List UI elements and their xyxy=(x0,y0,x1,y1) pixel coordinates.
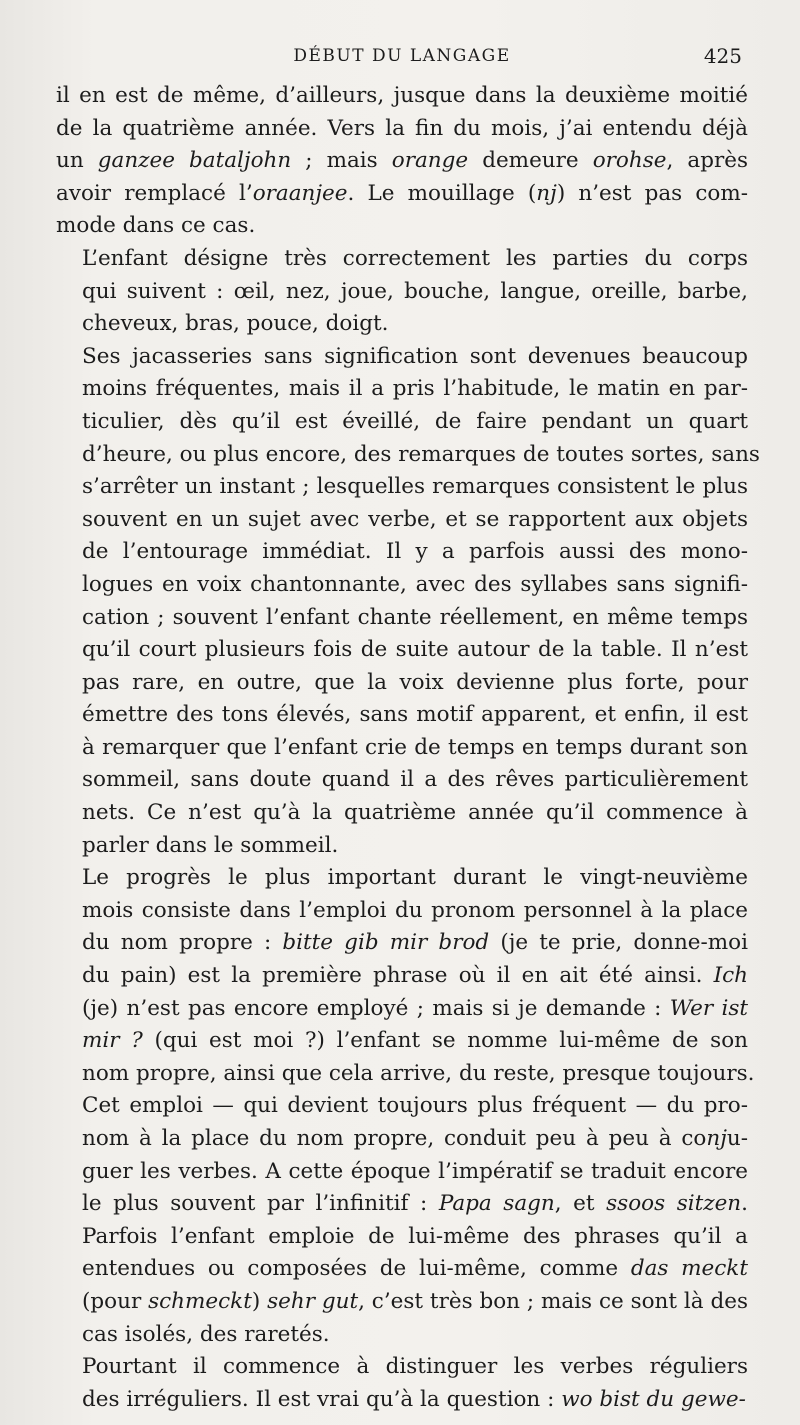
text-line: du nom propre : bitte gib mir brod (je te prie, donne-moi xyxy=(82,930,748,956)
text-line: ticulier, dès qu’il est éveillé, de faire pendant un quart xyxy=(82,408,748,434)
text-line: pas rare, en outre, que la voix devienne plus forte, pour xyxy=(82,669,748,695)
text-line: (pour schmeckt) sehr gut, c’est très bon ; mais ce sont là des xyxy=(82,1288,748,1314)
text-line: de la quatrième année. Vers la fin du mois, j’ai entendu déjà xyxy=(56,115,748,141)
running-head xyxy=(56,40,748,80)
text-line: entendues ou composées de lui-même, comme das meckt xyxy=(82,1256,748,1282)
text-line: nom propre, ainsi que cela arrive, du reste, presque toujours. xyxy=(82,1060,755,1086)
text-line: émettre des tons élevés, sans motif apparent, et enfin, il est xyxy=(82,702,748,728)
paragraph xyxy=(56,862,755,1351)
text-line: parler dans le sommeil. xyxy=(82,832,339,858)
text-line: à remarquer que l’enfant crie de temps en temps durant son xyxy=(82,734,748,760)
text-line: moins fréquentes, mais il a pris l’habitude, le matin en par- xyxy=(82,376,748,402)
text-line: mode dans ce cas. xyxy=(56,213,256,239)
text-line: du pain) est la première phrase où il en ait été ainsi. Ich xyxy=(82,963,748,989)
paragraph xyxy=(56,80,748,243)
text-line: Le progrès le plus important durant le vingt-neuvième xyxy=(82,865,748,891)
paragraph xyxy=(56,341,760,863)
text-line: qui suivent : œil, nez, joue, bouche, langue, oreille, barbe, xyxy=(82,278,748,304)
text-line: cas isolés, des raretés. xyxy=(82,1321,330,1347)
text-line: guer les verbes. A cette époque l’impératif se traduit encore xyxy=(82,1158,748,1184)
text-line: Ses jacasseries sans signification sont devenues beaucoup xyxy=(82,343,748,369)
text-line: de l’entourage immédiat. Il y a parfois aussi des mono- xyxy=(82,539,748,565)
text-line: un ganzee bataljohn ; mais orange demeure orohse, après xyxy=(56,148,748,174)
text-line: s’arrêter un instant ; lesquelles remarques consistent le plus xyxy=(82,474,748,500)
text-line: Pourtant il commence à distinguer les verbes réguliers xyxy=(82,1354,748,1380)
page-number: 425 xyxy=(703,44,742,68)
text-line: cation ; souvent l’enfant chante réellement, en même temps xyxy=(82,604,748,630)
paragraph xyxy=(56,1351,748,1416)
text-line: logues en voix chantonnante, avec des syllabes sans signifi- xyxy=(82,571,748,597)
text-line: (je) n’est pas encore employé ; mais si je demande : Wer ist xyxy=(82,995,748,1021)
text-line: sommeil, sans doute quand il a des rêves particulièrement xyxy=(82,767,748,793)
text-line: mois consiste dans l’emploi du pronom personnel à la place xyxy=(82,897,748,923)
text-line: L’enfant désigne très correctement les parties du corps xyxy=(82,245,748,271)
text-line: nom à la place du nom propre, conduit peu à peu à conju- xyxy=(82,1126,748,1151)
text-line: nets. Ce n’est qu’à la quatrième année qu’il commence à xyxy=(82,800,748,826)
text-line: il en est de même, d’ailleurs, jusque dans la deuxième moitié xyxy=(56,83,748,108)
paragraph xyxy=(56,243,748,341)
text-line: Cet emploi — qui devient toujours plus fréquent — du pro- xyxy=(82,1093,748,1119)
text-line: mir ? (qui est moi ?) l’enfant se nomme lui-même de son xyxy=(82,1028,748,1054)
text-line: cheveux, bras, pouce, doigt. xyxy=(82,311,389,337)
text-line: le plus souvent par l’infinitif : Papa sagn, et ssoos sitzen. xyxy=(82,1191,748,1217)
text-line: d’heure, ou plus encore, des remarques de toutes sortes, sans xyxy=(82,441,760,467)
text-line: souvent en un sujet avec verbe, et se rapportent aux objets xyxy=(82,506,748,532)
text-line: Parfois l’enfant emploie de lui-même des phrases qu’il a xyxy=(82,1223,748,1249)
body-text xyxy=(56,80,760,1416)
text-line: avoir remplacé l’oraanjee. Le mouillage (nj) n’est pas com- xyxy=(56,180,748,206)
running-title: DÉBUT DU LANGAGE xyxy=(293,46,511,66)
text-line: des irréguliers. Il est vrai qu’à la question : wo bist du gewe- xyxy=(82,1386,746,1412)
text-line: qu’il court plusieurs fois de suite autour de la table. Il n’est xyxy=(82,637,748,663)
